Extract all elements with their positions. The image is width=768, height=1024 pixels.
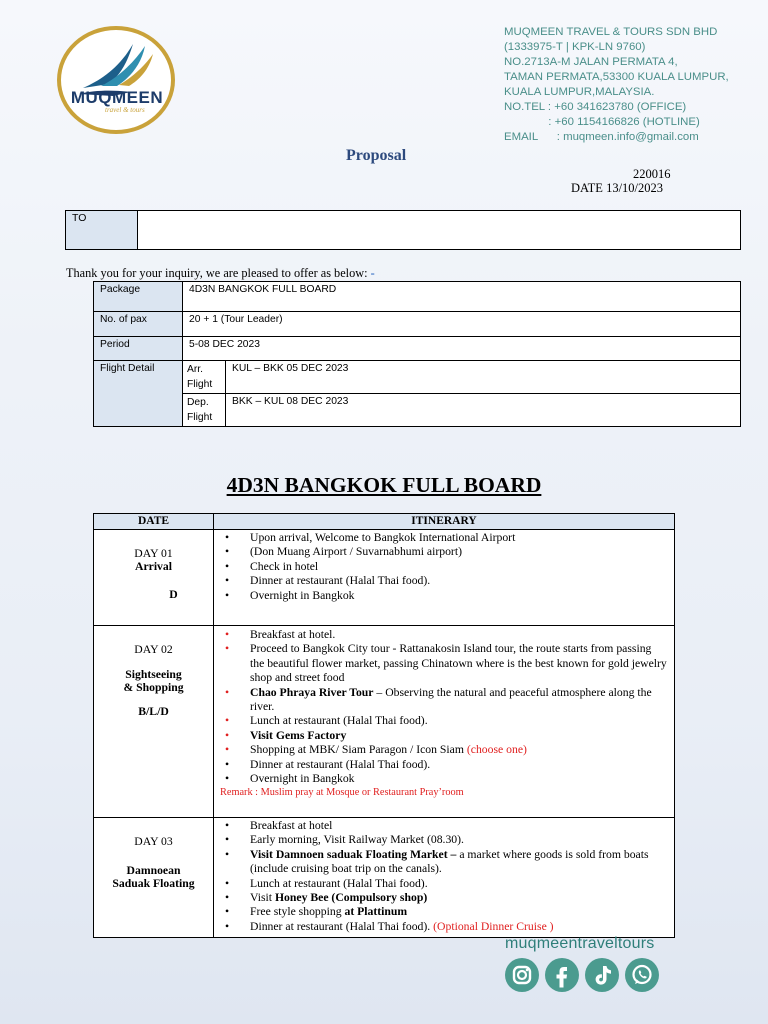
activity-detail: – Observing the natural and peaceful atmosphere along the river. xyxy=(250,685,652,714)
pax-label: No. of pax xyxy=(94,312,183,337)
day-row xyxy=(94,818,675,938)
activity-item xyxy=(250,743,668,757)
activity-item: • Dinner at restaurant (Halal Thai food). xyxy=(250,758,668,772)
day-cell xyxy=(94,626,214,818)
activity-detail: Dinner at restaurant (Halal Thai food). xyxy=(250,919,434,933)
day-title-line: & Shopping xyxy=(123,681,184,694)
package-value: 4D3N BANGKOK FULL BOARD xyxy=(183,282,741,312)
activity-item: • Check in hotel xyxy=(250,560,668,574)
day-title-line: Sightseeing xyxy=(125,668,182,681)
activity-item xyxy=(250,686,668,715)
day-activities xyxy=(214,626,675,818)
day-number: DAY 03 xyxy=(134,835,173,848)
departure-flight-label: Dep. Flight xyxy=(183,394,226,427)
company-line: NO.TEL : +60 341623780 (OFFICE) xyxy=(504,101,687,113)
activity-item xyxy=(250,905,668,919)
day-title-line: Saduak Floating xyxy=(112,877,195,890)
package-label: Package xyxy=(94,282,183,312)
social-handle: muqmeentraveltours xyxy=(505,935,655,952)
company-line: : +60 1154166826 (HOTLINE) xyxy=(504,116,700,128)
facebook-icon[interactable] xyxy=(545,958,579,992)
activity-item: • Lunch at restaurant (Halal Thai food). xyxy=(250,714,668,728)
departure-flight-row xyxy=(94,394,741,427)
activity-detail: Shopping at MBK/ Siam Paragon / Icon Siam xyxy=(250,743,467,757)
package-table xyxy=(93,281,741,427)
company-line: KUALA LUMPUR,MALAYSIA. xyxy=(504,86,655,98)
company-line: NO.2713A-M JALAN PERMATA 4, xyxy=(504,56,678,68)
day-meals: D xyxy=(169,588,178,601)
activity-item xyxy=(250,729,668,743)
intro-text xyxy=(66,266,375,281)
instagram-icon[interactable] xyxy=(505,958,539,992)
activity-item: • Breakfast at hotel xyxy=(250,819,668,833)
activity-item: • Dinner at restaurant (Halal Thai food). xyxy=(250,574,668,588)
itinerary-title: 4D3N BANGKOK FULL BOARD xyxy=(226,473,542,497)
date-column-header: DATE xyxy=(94,514,214,530)
flight-detail-label: Flight Detail xyxy=(94,361,183,427)
activity-highlight: Chao Phraya River Tour xyxy=(250,685,374,699)
period-label: Period xyxy=(94,337,183,361)
activity-item xyxy=(250,891,668,905)
activity-item: • Upon arrival, Welcome to Bangkok International Airport xyxy=(250,531,668,545)
activity-detail: Free style shopping xyxy=(250,905,345,919)
whatsapp-icon[interactable] xyxy=(625,958,659,992)
day-title: Arrival xyxy=(135,560,172,573)
day-title-line: Damnoean xyxy=(126,864,181,877)
company-line: TAMAN PERMATA,53300 KUALA LUMPUR, xyxy=(504,71,729,83)
activity-highlight: Honey Bee (Compulsory shop) xyxy=(274,891,428,905)
day-activities xyxy=(214,818,675,938)
day-number: DAY 02 xyxy=(134,643,173,656)
logo-wordmark: MUQMEEN xyxy=(70,88,164,107)
reference-number: 220016 xyxy=(633,167,671,181)
activity-detail: Visit xyxy=(250,891,275,905)
arrival-flight-value: KUL – BKK 05 DEC 2023 xyxy=(226,361,741,394)
activity-note: (Optional Dinner Cruise ) xyxy=(433,919,554,933)
day-cell xyxy=(94,530,214,626)
company-line: (1333975-T | KPK-LN 9760) xyxy=(504,41,646,53)
intro-sentence: Thank you for your inquiry, we are pleased to offer as below: xyxy=(66,266,368,280)
activity-item: • Breakfast at hotel. xyxy=(250,628,668,642)
activity-item: • (Don Muang Airport / Suvarnabhumi airport) xyxy=(250,545,668,559)
company-line: EMAIL : muqmeen.info@gmail.com xyxy=(504,131,699,143)
arrival-flight-row xyxy=(94,361,741,394)
day-number: DAY 01 xyxy=(134,547,173,560)
company-logo xyxy=(57,26,175,134)
activity-item: • Lunch at restaurant (Halal Thai food). xyxy=(250,877,668,891)
remark-note: Remark : Muslim pray at Mosque or Restaurant Pray’room xyxy=(220,787,464,799)
activity-item xyxy=(250,920,668,934)
itinerary-column-header: ITINERARY xyxy=(214,514,675,530)
pax-value: 20 + 1 (Tour Leader) xyxy=(183,312,741,337)
day-meals: B/L/D xyxy=(138,705,169,718)
document-title: Proposal xyxy=(346,147,407,164)
bird-logo-icon xyxy=(61,30,171,130)
activity-highlight: Visit Gems Factory xyxy=(250,728,347,742)
day-cell xyxy=(94,818,214,938)
departure-flight-value: BKK – KUL 08 DEC 2023 xyxy=(226,394,741,427)
document-date: DATE 13/10/2023 xyxy=(571,181,664,195)
to-label: TO xyxy=(66,211,138,249)
activity-note: (choose one) xyxy=(466,743,527,757)
intro-dash: - xyxy=(370,266,375,280)
company-address xyxy=(504,25,729,145)
activity-item xyxy=(250,848,668,877)
activity-item: • Overnight in Bangkok xyxy=(250,772,668,786)
itinerary-table xyxy=(93,513,675,938)
logo-tagline: travel & tours xyxy=(105,106,145,114)
period-value: 5-08 DEC 2023 xyxy=(183,337,741,361)
itinerary-header-row xyxy=(94,514,675,530)
day-row xyxy=(94,530,675,626)
period-row xyxy=(94,337,741,361)
arrival-flight-label: Arr. Flight xyxy=(183,361,226,394)
company-line: MUQMEEN TRAVEL & TOURS SDN BHD xyxy=(504,26,718,38)
activity-highlight: at Plattinum xyxy=(344,905,408,919)
to-box xyxy=(65,210,741,250)
day-activities xyxy=(214,530,675,626)
activity-detail: a market where goods is sold from boats (include cruising boat trip on the canals). xyxy=(250,847,649,876)
package-row xyxy=(94,282,741,312)
activity-highlight: Visit Damnoen saduak Floating Market – xyxy=(250,847,457,861)
activity-item: • Proceed to Bangkok City tour - Rattanakosin Island tour, the route starts from passing the beautiful flower market, passing Chinatown where is the best known for gold jewelry shop and street food xyxy=(250,642,668,685)
tiktok-icon[interactable] xyxy=(585,958,619,992)
activity-item: • Early morning, Visit Railway Market (08.30). xyxy=(250,833,668,847)
activity-item: • Overnight in Bangkok xyxy=(250,589,668,603)
day-row xyxy=(94,626,675,818)
pax-row xyxy=(94,312,741,337)
